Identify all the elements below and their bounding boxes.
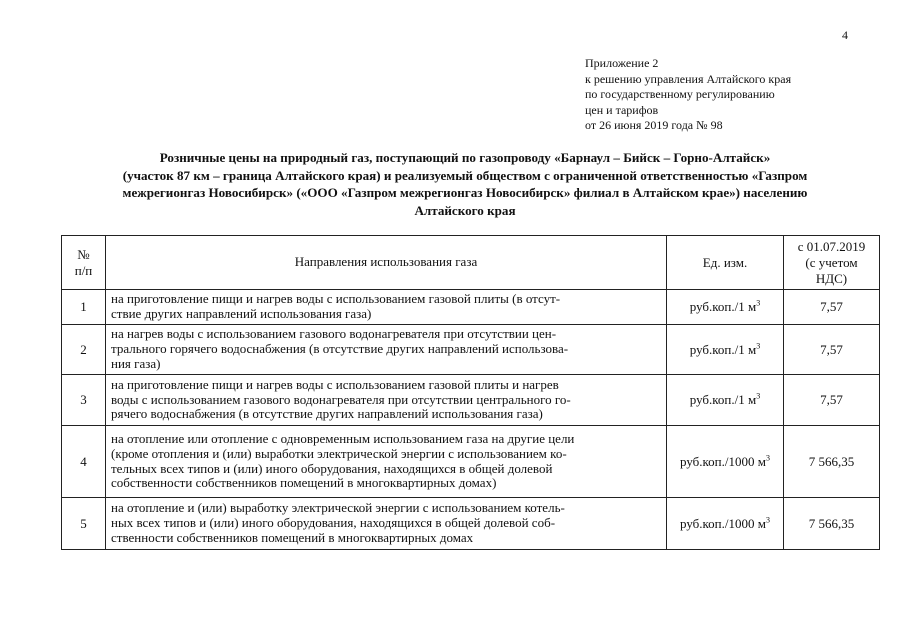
row-num: 1 [62,290,106,325]
row-unit: руб.коп./1 $м^3$ [667,375,784,426]
row-direction: на нагрев воды с использованием газового водонагревателя при отсутствии цен- трального горячего водоснабжения (в отсутствие других направлений использова- ния газа) [106,325,667,375]
row-direction: на приготовление пищи и нагрев воды с использованием газовой плиты и нагрев воды с использованием газового водонагревателя при отсутствии центрального го- рячего водоснабжения (в отсутствие других направлений использования газа) [106,375,667,426]
row-unit: руб.коп./1000 $м^3$ [667,498,784,550]
row-num: 2 [62,325,106,375]
row-num: 4 [62,426,106,498]
header-direction: Направления использования газа [106,236,667,290]
appendix-line: Приложение 2 [585,56,659,70]
row-num: 5 [62,498,106,550]
page-number: 4 [842,28,848,42]
row-price: 7,57 [784,290,880,325]
row-price: 7,57 [784,375,880,426]
row-unit: руб.коп./1000 $м^3$ [667,426,784,498]
row-unit: руб.коп./1 $м^3$ [667,325,784,375]
table-header-row [62,236,880,290]
appendix-line: к решению управления Алтайского края [585,71,792,86]
document-title [60,149,870,219]
row-price: 7,57 [784,325,880,375]
appendix-block [585,56,885,134]
row-price: 7 566,35 [784,426,880,498]
table-row [62,325,880,375]
header-num: № п/п [62,236,106,290]
title-line: (участок 87 км – граница Алтайского края) и реализуемый обществом с ограниченной ответственностью «Газпром [122,167,808,183]
title-line: Алтайского края [414,202,516,218]
row-direction: на приготовление пищи и нагрев воды с использованием газовой плиты (в отсут- ствие других направлений использования газа) [106,290,667,325]
row-unit: руб.коп./1 $м^3$ [667,290,784,325]
appendix-line: по государственному регулированию [585,87,775,101]
table-row [62,498,880,550]
table-row [62,426,880,498]
table-row [62,290,880,325]
title-line: Розничные цены на природный газ, поступающий по газопроводу «Барнаул – Бийск – Горно-Алтайск» [159,150,771,165]
row-direction: на отопление или отопление с одновременным использованием газа на другие цели (кроме отопления и (или) выработки электрической энергии с использованием ко- тельных всех типов и (или) иного оборудования, находящихся в общей долевой собственности собственников помещений в многоквартирных домах) [106,426,667,498]
appendix-line: цен и тарифов [585,102,659,117]
row-num: 3 [62,375,106,426]
price-table [61,235,880,550]
row-direction: на отопление и (или) выработку электрической энергии с использованием котель- ных всех типов и (или) иного оборудования, находящихся в общей долевой соб- ственности собственников помещений в многоквартирных домах [106,498,667,550]
header-price: с 01.07.2019 (с учетом НДС) [784,236,880,290]
title-line: межрегионгаз Новосибирск» («ООО «Газпром межрегионгаз Новосибирск» филиал в Алтайском крае») населению [122,185,808,200]
appendix-line: от 26 июня 2019 года № 98 [585,118,723,132]
table-row [62,375,880,426]
header-unit: Ед. изм. [667,236,784,290]
row-price: 7 566,35 [784,498,880,550]
